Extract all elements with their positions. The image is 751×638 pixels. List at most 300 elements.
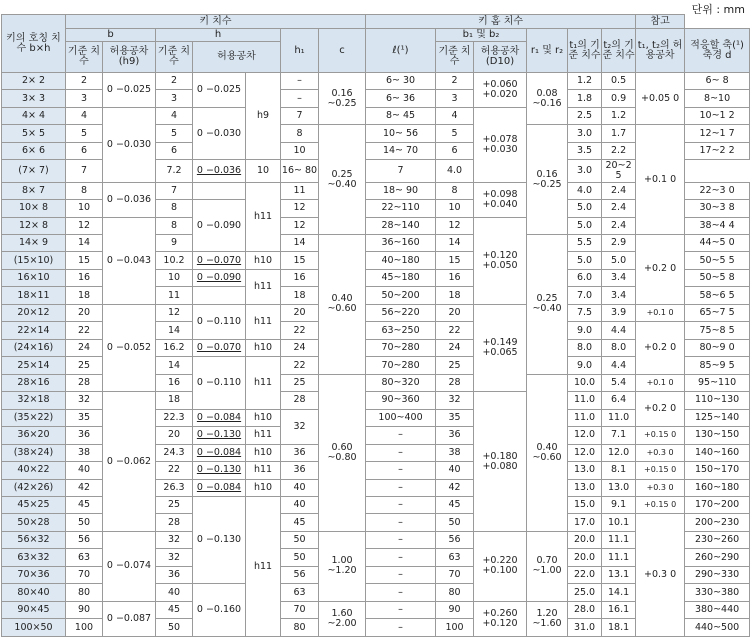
cell-nominal-size: 14× 9 [2, 234, 66, 251]
cell-b1: 80 [436, 584, 474, 601]
table-row [2, 73, 750, 90]
cell-t2: 12.0 [602, 444, 636, 461]
cell-b1-tolerance: +0.060 +0.020 [474, 73, 527, 108]
cell-t1: 10.0 [568, 374, 602, 391]
cell-b1: 50 [436, 514, 474, 531]
cell-h-tolerance: 0 −0.084 [193, 479, 246, 496]
cell-b1-tolerance: +0.078 +0.030 [474, 107, 527, 182]
cell-b1: 56 [436, 531, 474, 548]
header-c: c [319, 29, 366, 73]
cell-nominal-size: 100×50 [2, 619, 66, 637]
cell-nominal-size: 10× 8 [2, 200, 66, 217]
cell-h1: 28 [281, 392, 319, 409]
cell-nominal-size: 70×36 [2, 566, 66, 583]
cell-t1: 7.5 [568, 304, 602, 321]
cell-shaft-diameter: 50~5 5 [685, 252, 750, 269]
cell-h1: 18 [281, 287, 319, 304]
cell-t2: 11.1 [602, 531, 636, 548]
cell-length-range: 6~ 30 [366, 73, 436, 90]
cell-nominal-size: (7× 7) [2, 160, 66, 182]
cell-h1: 14 [281, 234, 319, 251]
cell-shaft-diameter: 200~230 [685, 514, 750, 531]
cell-b: 16 [66, 269, 103, 286]
cell-t2: 1.7 [602, 125, 636, 142]
cell-h1: 20 [281, 304, 319, 321]
cell-b: 7 [66, 160, 103, 182]
cell-length-range: – [366, 497, 436, 514]
cell-t-tolerance: +0.1 0 [636, 125, 685, 235]
cell-b1: 5 [436, 125, 474, 142]
cell-h1: 36 [281, 444, 319, 461]
cell-h-tolerance-class: h10 [246, 444, 281, 461]
cell-t2: 16.1 [602, 601, 636, 618]
cell-length-range: – [366, 444, 436, 461]
cell-t1: 25.0 [568, 584, 602, 601]
cell-b1: 4 [436, 107, 474, 124]
cell-b-tolerance: 0 −0.074 [103, 531, 156, 601]
cell-shaft-diameter: 260~290 [685, 549, 750, 566]
cell-h: 4 [156, 107, 193, 124]
cell-shaft-diameter: 6~ 8 [685, 73, 750, 90]
cell-t1: 11.0 [568, 409, 602, 426]
table-row [2, 304, 750, 321]
cell-b1: 20 [436, 304, 474, 321]
cell-h1: 40 [281, 479, 319, 496]
cell-length-range: – [366, 549, 436, 566]
cell-h1: 11 [281, 182, 319, 199]
cell-h: 5 [156, 125, 193, 142]
cell-nominal-size: 45×25 [2, 497, 66, 514]
cell-shaft-diameter: 380~440 [685, 601, 750, 618]
cell-b1: 18 [436, 287, 474, 304]
cell-b: 24 [66, 339, 103, 356]
cell-b1: 2 [436, 73, 474, 90]
cell-b1: 8 [436, 182, 474, 199]
cell-b: 4 [66, 107, 103, 124]
cell-c: 0.16 ~0.25 [319, 73, 366, 125]
cell-shaft-diameter: 50~5 8 [685, 269, 750, 286]
cell-nominal-size: 12× 8 [2, 217, 66, 234]
cell-r: 0.16 ~0.25 [527, 125, 568, 235]
cell-t2: 2.4 [602, 200, 636, 217]
cell-nominal-size: 36×20 [2, 427, 66, 444]
cell-b1-tolerance: +0.260 +0.120 [474, 601, 527, 636]
cell-t2: 5.4 [602, 374, 636, 391]
cell-t1: 3.5 [568, 142, 602, 159]
cell-h-tolerance [193, 182, 246, 199]
cell-t-tolerance: +0.2 0 [636, 392, 685, 427]
cell-length-range: 40~180 [366, 252, 436, 269]
cell-b1: 15 [436, 252, 474, 269]
cell-nominal-size: (35×22) [2, 409, 66, 426]
header-keyway-dims: 키 홈 치수 [366, 15, 636, 29]
cell-length-range: – [366, 566, 436, 583]
cell-t1: 13.0 [568, 479, 602, 496]
cell-t-tolerance: +0.2 0 [636, 322, 685, 374]
cell-h1: 24 [281, 339, 319, 356]
cell-t-tolerance: +0.2 0 [636, 234, 685, 304]
cell-b1: 63 [436, 549, 474, 566]
unit-label: 단위 : mm [691, 3, 745, 16]
cell-r: 1.20 ~1.60 [527, 601, 568, 636]
cell-h1: 8 [281, 125, 319, 142]
cell-length-range: 63~250 [366, 322, 436, 339]
cell-length-range: 10~ 56 [366, 125, 436, 142]
cell-h: 12 [156, 304, 193, 321]
cell-shaft-diameter: 44~5 0 [685, 234, 750, 251]
cell-t1: 6.0 [568, 269, 602, 286]
cell-nominal-size: 18×11 [2, 287, 66, 304]
cell-b: 40 [66, 462, 103, 479]
cell-nominal-size: 28×16 [2, 374, 66, 391]
cell-b: 38 [66, 444, 103, 461]
cell-b: 18 [66, 287, 103, 304]
cell-length-range: 50~200 [366, 287, 436, 304]
cell-shaft-diameter: 10~1 2 [685, 107, 750, 124]
cell-b: 45 [66, 497, 103, 514]
cell-h: 9 [156, 234, 193, 251]
cell-c: 0.60 ~0.80 [319, 374, 366, 531]
cell-h: 40 [156, 584, 193, 601]
cell-t1: 3.0 [568, 125, 602, 142]
cell-b1-tolerance: +0.120 +0.050 [474, 217, 527, 304]
cell-t2: 3.9 [602, 304, 636, 321]
cell-h1: 70 [281, 601, 319, 618]
cell-length-range: – [366, 514, 436, 531]
cell-h: 45 [156, 601, 193, 618]
cell-b: 56 [66, 531, 103, 548]
cell-h: 8 [156, 217, 193, 234]
cell-shaft-diameter: 65~7 5 [685, 304, 750, 321]
cell-t1: 13.0 [568, 462, 602, 479]
cell-b: 100 [66, 619, 103, 637]
cell-h1: 15 [281, 252, 319, 269]
cell-t1: 9.0 [568, 322, 602, 339]
cell-nominal-size: 32×18 [2, 392, 66, 409]
cell-t2: 7.1 [602, 427, 636, 444]
cell-h-tolerance-class: h11 [246, 462, 281, 479]
header-t-tol: t₁, t₂의 허용공차 [636, 29, 685, 73]
cell-b: 70 [66, 566, 103, 583]
cell-h: 22 [156, 462, 193, 479]
cell-h-tolerance: 0 −0.090 [193, 269, 246, 286]
cell-b1-tolerance: +0.220 +0.100 [474, 531, 527, 601]
cell-h: 14 [156, 322, 193, 339]
cell-b-tolerance: 0 −0.052 [103, 304, 156, 391]
cell-b1: 10 [436, 200, 474, 217]
cell-length-range: – [366, 619, 436, 637]
cell-length-range: 80~320 [366, 374, 436, 391]
cell-length-range: 100~400 [366, 409, 436, 426]
cell-h: 16.2 [156, 339, 193, 356]
cell-t2: 3.0 [568, 160, 602, 182]
cell-b-tolerance: 0 −0.036 [103, 182, 156, 217]
cell-length-range: – [366, 584, 436, 601]
cell-t1: 5.5 [568, 234, 602, 251]
cell-shaft-diameter: 125~140 [685, 409, 750, 426]
cell-shaft-diameter: 110~130 [685, 392, 750, 409]
cell-nominal-size: 8× 7 [2, 182, 66, 199]
cell-shaft-diameter: 20~2 5 [602, 160, 636, 182]
cell-nominal-size: 63×32 [2, 549, 66, 566]
cell-t2: 13.1 [602, 566, 636, 583]
header-r1r2: r₁ 및 r₂ [527, 29, 568, 73]
cell-h: 7 [156, 182, 193, 199]
cell-nominal-size: 16×10 [2, 269, 66, 286]
header-t1: t₁의 기준 치수 [568, 29, 602, 73]
cell-t1: 20.0 [568, 531, 602, 548]
cell-h: 32 [156, 531, 193, 548]
cell-shaft-diameter: 17~2 2 [685, 142, 750, 159]
cell-nominal-size: 50×28 [2, 514, 66, 531]
cell-b-tolerance: 0 −0.043 [103, 217, 156, 304]
cell-h: 10.2 [156, 252, 193, 269]
cell-length-range: 36~160 [366, 234, 436, 251]
cell-h: 11 [156, 287, 193, 304]
cell-b1: 6 [436, 142, 474, 159]
cell-t2: 3.4 [602, 287, 636, 304]
cell-t2: 0.5 [602, 73, 636, 90]
cell-length-range: 14~ 70 [366, 142, 436, 159]
header-h-tol: 허용공차 [193, 42, 281, 73]
cell-shaft-diameter: 22~3 0 [685, 182, 750, 199]
cell-h: 24.3 [156, 444, 193, 461]
cell-b-tolerance: 0 −0.062 [103, 392, 156, 532]
cell-length-range: 90~360 [366, 392, 436, 409]
header-h-nominal: 기준 치수 [156, 42, 193, 73]
cell-shaft-diameter: 58~6 5 [685, 287, 750, 304]
cell-b-tolerance: 0 −0.030 [103, 107, 156, 182]
cell-h1: 50 [281, 531, 319, 548]
cell-t1: 15.0 [568, 497, 602, 514]
cell-c: 1.00 ~1.20 [319, 531, 366, 601]
cell-t-tolerance: +0.3 0 [636, 514, 685, 637]
cell-h: 3 [156, 90, 193, 107]
cell-nominal-size: 25×14 [2, 357, 66, 374]
cell-t2: 8.1 [602, 462, 636, 479]
cell-t2: 4.4 [602, 322, 636, 339]
cell-shaft-diameter: 130~150 [685, 427, 750, 444]
cell-shaft-diameter: 230~260 [685, 531, 750, 548]
cell-t-tolerance: +0.3 0 [636, 444, 685, 461]
cell-h-tolerance: 0 −0.084 [193, 444, 246, 461]
header-b: b [66, 29, 156, 42]
cell-b1: 35 [436, 409, 474, 426]
cell-nominal-size: 3× 3 [2, 90, 66, 107]
cell-t1: 17.0 [568, 514, 602, 531]
cell-h-tolerance-class: h11 [246, 497, 281, 637]
cell-c: 0.40 ~0.60 [319, 234, 366, 374]
cell-b: 32 [66, 392, 103, 409]
cell-h1: 12 [281, 200, 319, 217]
cell-h1: 22 [281, 322, 319, 339]
cell-h1: 63 [281, 584, 319, 601]
cell-nominal-size: 80×40 [2, 584, 66, 601]
header-t2: t₂의 기준 치수 [602, 29, 636, 73]
cell-b1: 32 [436, 392, 474, 409]
cell-h: 2 [156, 73, 193, 90]
cell-shaft-diameter: 140~160 [685, 444, 750, 461]
cell-h-tolerance [193, 287, 246, 304]
cell-length-range: 18~ 90 [366, 182, 436, 199]
header-key-dims: 키 치수 [66, 15, 366, 29]
cell-b1: 7 [366, 160, 436, 182]
cell-h1: 50 [281, 549, 319, 566]
cell-t2: 9.1 [602, 497, 636, 514]
cell-b: 50 [66, 514, 103, 531]
cell-shaft-diameter: 160~180 [685, 479, 750, 496]
cell-b1: 42 [436, 479, 474, 496]
cell-t2: 2.4 [602, 217, 636, 234]
cell-b: 28 [66, 374, 103, 391]
cell-b1: 36 [436, 427, 474, 444]
cell-b: 8 [66, 182, 103, 199]
cell-t1: 9.0 [568, 357, 602, 374]
cell-b: 42 [66, 479, 103, 496]
cell-h1: 45 [281, 514, 319, 531]
cell-t1: 12.0 [568, 427, 602, 444]
cell-h: 7.2 [156, 160, 193, 182]
cell-shaft-diameter: 12~1 7 [685, 125, 750, 142]
cell-t-tolerance: +0.1 0 [636, 374, 685, 391]
cell-b: 12 [66, 217, 103, 234]
cell-b1: 25 [436, 357, 474, 374]
cell-b: 20 [66, 304, 103, 321]
cell-h1: 40 [281, 497, 319, 514]
cell-t2: 11.0 [602, 409, 636, 426]
cell-t1: 20.0 [568, 549, 602, 566]
cell-t2: 2.4 [602, 182, 636, 199]
cell-t-tolerance: +0.15 0 [636, 462, 685, 479]
cell-length-range: – [366, 601, 436, 618]
cell-h: 28 [156, 514, 193, 531]
cell-h-tolerance-class: h11 [246, 357, 281, 409]
cell-t-tolerance: +0.3 0 [636, 479, 685, 496]
table-body [2, 73, 750, 637]
cell-shaft-diameter: 8~10 [685, 90, 750, 107]
cell-t2: 8.0 [602, 339, 636, 356]
header-l: ℓ(¹) [366, 29, 436, 73]
cell-h-tolerance-class: h9 [246, 73, 281, 160]
cell-r: 0.40 ~0.60 [527, 374, 568, 531]
cell-length-range: 8~ 45 [366, 107, 436, 124]
cell-t2: 1.2 [602, 107, 636, 124]
cell-h1: 7 [281, 107, 319, 124]
cell-h: 18 [156, 392, 193, 409]
cell-h: 16 [156, 374, 193, 391]
cell-length-range: 16~ 80 [281, 160, 319, 182]
cell-h-tolerance: 0 −0.030 [193, 107, 246, 159]
header-key-nominal: 키의 호칭 치수 b×h [2, 15, 66, 73]
cell-h: 36 [156, 566, 193, 583]
cell-t1: 1.8 [568, 90, 602, 107]
cell-h1: – [281, 90, 319, 107]
cell-length-range: – [366, 427, 436, 444]
cell-b: 35 [66, 409, 103, 426]
cell-t1: 22.0 [568, 566, 602, 583]
cell-h-tolerance: 0 −0.110 [193, 304, 246, 339]
cell-shaft-diameter: 85~9 5 [685, 357, 750, 374]
cell-t1: 7.0 [568, 287, 602, 304]
cell-t-tolerance: +0.15 0 [636, 427, 685, 444]
cell-h-tolerance-class: h10 [246, 339, 281, 356]
cell-h-tolerance: 0 −0.070 [193, 339, 246, 356]
cell-h1: 22 [281, 357, 319, 374]
cell-shaft-diameter: 150~170 [685, 462, 750, 479]
cell-t2: 0.9 [602, 90, 636, 107]
cell-t1: 4.0 [436, 160, 474, 182]
cell-length-range: 70~280 [366, 339, 436, 356]
cell-h: 25 [156, 497, 193, 514]
cell-h: 32 [156, 549, 193, 566]
cell-h-tolerance: 0 −0.130 [193, 462, 246, 479]
cell-t2: 4.4 [602, 357, 636, 374]
cell-b1: 14 [436, 234, 474, 251]
cell-t2: 2.9 [602, 234, 636, 251]
cell-b: 14 [66, 234, 103, 251]
cell-h-tolerance: 0 −0.110 [193, 357, 246, 409]
cell-t2: 3.4 [602, 269, 636, 286]
cell-shaft-diameter: 290~330 [685, 566, 750, 583]
cell-t1: 11.0 [568, 392, 602, 409]
header-h1: h₁ [281, 29, 319, 73]
cell-h1: 10 [246, 160, 281, 182]
cell-t1: 8.0 [568, 339, 602, 356]
cell-h1: 10 [281, 142, 319, 159]
cell-c: 1.60 ~2.00 [319, 601, 366, 636]
cell-t1: 4.0 [568, 182, 602, 199]
cell-h-tolerance: 0 −0.130 [193, 497, 246, 584]
table-row [2, 392, 750, 409]
header-h: h [156, 29, 281, 42]
cell-h-tolerance-class: h11 [246, 427, 281, 444]
cell-h-tolerance-class: h11 [246, 182, 281, 252]
cell-b: 63 [66, 549, 103, 566]
cell-h-tolerance: 0 −0.130 [193, 427, 246, 444]
cell-length-range: – [366, 531, 436, 548]
cell-t1: 5.0 [568, 200, 602, 217]
header-ref: 참고 [636, 15, 685, 29]
cell-h: 10 [156, 269, 193, 286]
cell-h: 20 [156, 427, 193, 444]
cell-h: 50 [156, 619, 193, 637]
cell-h1: 16 [281, 269, 319, 286]
cell-length-range: 6~ 36 [366, 90, 436, 107]
cell-t2: 2.2 [602, 142, 636, 159]
cell-b: 80 [66, 584, 103, 601]
cell-h-tolerance-class: h11 [246, 304, 281, 339]
cell-length-range: 70~280 [366, 357, 436, 374]
cell-b1-tolerance: +0.180 +0.080 [474, 392, 527, 532]
cell-h: 26.3 [156, 479, 193, 496]
cell-b: 10 [66, 200, 103, 217]
cell-b: 6 [66, 142, 103, 159]
cell-b1-tolerance: +0.098 +0.040 [474, 182, 527, 217]
cell-b: 3 [66, 90, 103, 107]
header-b1b2: b₁ 및 b₂ [436, 29, 527, 42]
cell-b1-tolerance: +0.149 +0.065 [474, 304, 527, 391]
header-b-tol: 허용공차 (h9) [103, 42, 156, 73]
cell-b: 90 [66, 601, 103, 618]
cell-h1: 12 [281, 217, 319, 234]
cell-t-tolerance: +0.1 0 [636, 304, 685, 321]
cell-h: 8 [156, 200, 193, 217]
cell-h-tolerance-class: h10 [246, 479, 281, 496]
cell-t2: 10.1 [602, 514, 636, 531]
cell-h-tolerance-class: h11 [246, 269, 281, 304]
cell-b: 15 [66, 252, 103, 269]
header-b1-nominal: 기준 치수 [436, 42, 474, 73]
